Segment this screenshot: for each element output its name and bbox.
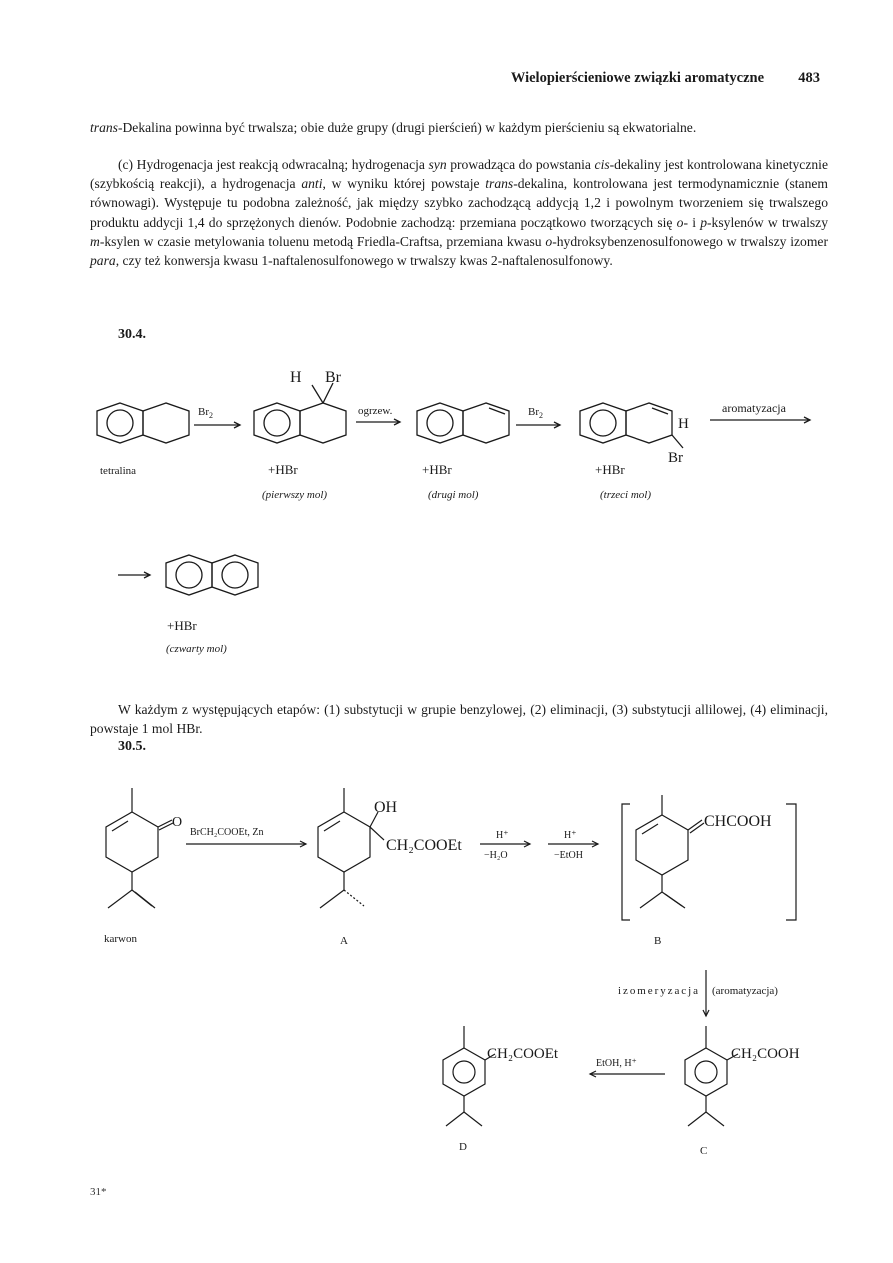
- text-run: -dekaliny jest kontrolowana kinetycznie (szybkością reakcji), a hydrogenacja: [90, 157, 828, 192]
- mol-1: (pierwszy mol): [262, 489, 328, 501]
- reagent-br2-2: $Br_2$: [528, 406, 543, 420]
- reagent-etoh-h: EtOH, H⁺: [596, 1058, 637, 1069]
- carvone-structure: [106, 788, 173, 908]
- group-chcooh-b: CHCOOH: [704, 813, 772, 830]
- mol-3: (trzeci mol): [600, 489, 652, 501]
- text-italic: p: [700, 214, 708, 230]
- mol-4: (czwarty mol): [166, 643, 227, 655]
- compound-b-structure: [636, 795, 704, 908]
- text-italic: trans: [485, 176, 514, 192]
- group-ch2cooet-a: CH₂COOEt: [386, 837, 462, 854]
- text-run: W każdym z występujących etapów: (1) substytucji w grupie benzylowej, (2) eliminacji, (3) substytucji allilowej, (4) eliminacji, powstaje 1 mol HBr.: [90, 702, 828, 737]
- naphthalene-structure: [166, 555, 258, 595]
- label-b: B: [654, 935, 662, 947]
- atom-h-2: H: [678, 416, 689, 432]
- reagent-br2-1: $Br_2$: [198, 406, 213, 420]
- scheme-30-5: [0, 760, 893, 1200]
- atom-o: O: [172, 815, 183, 830]
- paragraph-trans-dekalina: [90, 118, 828, 137]
- bromotetralin-structure: [254, 383, 346, 443]
- label-izomeryzacja: izomeryzacja: [618, 985, 698, 997]
- group-oh: OH: [374, 799, 398, 816]
- text-italic: m: [90, 233, 100, 249]
- hbr-3: +HBr: [595, 462, 625, 477]
- reagent-heat: ogrzew.: [358, 405, 393, 417]
- running-title: Wielopierścieniowe związki aromatyczne: [510, 70, 764, 86]
- text-run: - i: [683, 214, 701, 230]
- text-italic: o: [545, 233, 553, 249]
- text-run: -ksylenów w trwalszy: [707, 214, 828, 230]
- text-run: , w wyniku której powstaje: [322, 176, 486, 192]
- text-italic: para: [90, 253, 116, 269]
- label-karwon: karwon: [104, 933, 137, 945]
- reagent-minus-etoh: −EtOH: [554, 850, 583, 861]
- text-run: (c) Hydrogenacja jest reakcją odwracalną; hydrogenacja: [118, 157, 429, 172]
- text-run: -ksylen w czasie metylowania toluenu metodą Friedla-Craftsa, przemiana kwasu: [99, 233, 546, 249]
- group-ch2cooh-c: CH₂COOH: [731, 1046, 800, 1062]
- atom-br: Br: [325, 369, 341, 386]
- hbr-4: +HBr: [167, 618, 197, 633]
- hbr-1: +HBr: [268, 462, 298, 477]
- reagent-h-plus-1: H⁺: [496, 830, 509, 841]
- compound-d-structure: [443, 1026, 495, 1126]
- footer-signature: 31*: [90, 1186, 107, 1198]
- section-number-30-4: 30.4.: [118, 327, 146, 342]
- atom-br-2: Br: [668, 450, 683, 466]
- text-italic: anti: [301, 176, 323, 192]
- group-ch2cooet-d: CH₂COOEt: [487, 1046, 559, 1062]
- hbr-2: +HBr: [422, 462, 452, 477]
- reagent-minus-water: −H₂O: [484, 850, 508, 861]
- tetralin-structure: [97, 403, 189, 443]
- text-run: -Dekalina powinna być trwalsza; obie duże grupy (drugi pierścień) w każdym pierścieniu są ekwatorialne.: [117, 120, 697, 135]
- text-run: -dekalina, kontrolowana jest termodynamicznie (stanem równowagi). Występuje tu podobna zależność, jak między szybko zachodzącą addycją 1,2 i powolnym tworzeniem się trwalszego produktu addycji 1,4 do sprzężonych dienów. Podobnie zachodzą: przemiana początkowo tworzących się: [90, 176, 828, 230]
- label-aromatyzacja: (aromatyzacja): [712, 985, 778, 997]
- text-run: prowadząca do powstania: [446, 157, 595, 172]
- text-run: , czy też konwersja kwasu 1-naftalenosulfonowego w trwalszy kwas 2-naftalenosulfonowy.: [115, 253, 613, 269]
- text-italic: syn: [428, 157, 447, 172]
- text-italic: o: [676, 214, 684, 230]
- paragraph-hydrogenation: [90, 155, 828, 270]
- compound-c-structure: [685, 1026, 738, 1126]
- text-italic: cis: [594, 157, 610, 172]
- label-c: C: [700, 1145, 708, 1157]
- bromodihydronaphthalene-structure: [580, 403, 683, 448]
- label-tetralina: tetralina: [100, 465, 137, 477]
- mol-2: (drugi mol): [428, 489, 479, 501]
- dihydronaphthalene-structure: [417, 403, 509, 443]
- paragraph-hbr-steps: [90, 700, 828, 738]
- label-a: A: [340, 935, 348, 947]
- text-run: -hydroksybenzenosulfonowego w trwalszy izomer: [552, 233, 828, 249]
- running-header: [90, 70, 820, 92]
- text-italic: trans: [90, 120, 118, 135]
- reagent-aromatization: aromatyzacja: [722, 401, 786, 415]
- page-number: 483: [798, 70, 820, 86]
- reagent-h-plus-2: H⁺: [564, 830, 577, 841]
- atom-h: H: [290, 369, 302, 386]
- scheme-30-4: [0, 350, 893, 680]
- reagent-reformatsky: BrCH₂COOEt, Zn: [190, 827, 264, 838]
- section-number-30-5: 30.5.: [118, 739, 146, 754]
- label-d: D: [459, 1141, 467, 1153]
